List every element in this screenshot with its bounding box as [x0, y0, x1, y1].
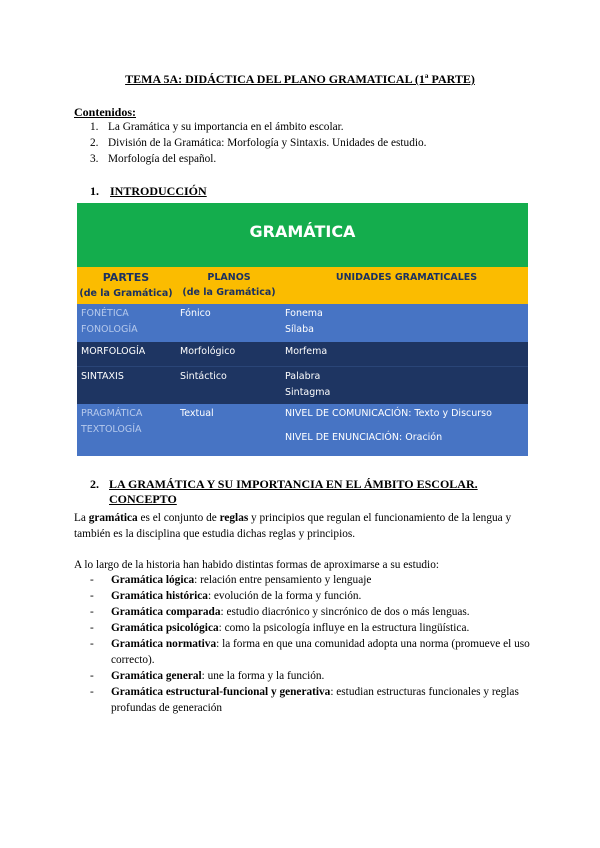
- list-item: - Gramática normativa: la forma en que una comunidad adopta una norma (promueve el uso correcto).: [90, 638, 530, 666]
- list-item: - Gramática lógica: relación entre pensamiento y lenguaje: [90, 574, 372, 586]
- table-title: GRAMÁTICA: [77, 203, 528, 267]
- document-title: TEMA 5A: DIDÁCTICA DEL PLANO GRAMATICAL (1ª PARTE): [125, 72, 475, 86]
- grammar-types-list: [74, 572, 534, 716]
- table-header-row: [77, 267, 528, 304]
- contents-list: [74, 119, 426, 167]
- list-item: - Gramática estructural-funcional y generativa: estudian estructuras funcionales y reglas profundas de generación: [90, 686, 519, 714]
- table-row: PRAGMÁTICA TEXTOLOGÍA Textual NIVEL DE COMUNICACIÓN: Texto y Discurso NIVEL DE ENUNCIACIÓN: Oración: [77, 404, 528, 456]
- list-item: 1. La Gramática y su importancia en el ámbito escolar.: [90, 121, 344, 133]
- list-item: - Gramática comparada: estudio diacrónico y sincrónico de dos o más lenguas.: [90, 606, 470, 618]
- list-item: 3. Morfología del español.: [90, 153, 217, 165]
- header-planos: PLANOS (de la Gramática): [182, 272, 276, 298]
- grammar-table: [77, 203, 528, 456]
- table-row: FONÉTICA FONOLOGÍA Fónico Fonema Sílaba: [77, 304, 528, 342]
- header-partes: PARTES (de la Gramática): [79, 271, 173, 299]
- list-item: - Gramática histórica: evolución de la forma y función.: [90, 590, 362, 602]
- table-row: MORFOLOGÍA Morfológico Morfema: [77, 342, 528, 366]
- list-item: 2. División de la Gramática: Morfología y Sintaxis. Unidades de estudio.: [90, 137, 427, 149]
- section-1-heading: 1. INTRODUCCIÓN: [90, 184, 207, 198]
- contents-heading: Contenidos:: [74, 105, 137, 119]
- definition-paragraph: La gramática es el conjunto de reglas y principios que regulan el funcionamiento de la lengua y también es la disciplina que estudia dichas reglas y principios.: [74, 512, 512, 540]
- history-intro: A lo largo de la historia han habido distintas formas de aproximarse a su estudio:: [74, 559, 439, 571]
- table-row: SINTAXIS Sintáctico Palabra Sintagma: [77, 366, 528, 405]
- list-item: - Gramática psicológica: como la psicología influye en la estructura lingüística.: [90, 622, 470, 634]
- list-item: - Gramática general: une la forma y la función.: [90, 670, 325, 682]
- header-unidades: UNIDADES GRAMATICALES: [335, 272, 478, 283]
